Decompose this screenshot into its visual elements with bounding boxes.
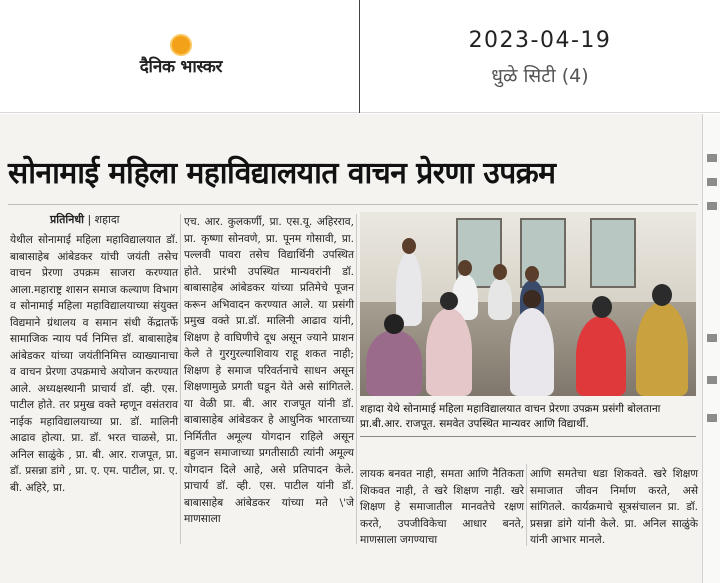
edition-label: धुळे सिटी (4) <box>491 65 589 87</box>
photo-person-head <box>592 296 612 318</box>
headline-rule <box>8 204 698 205</box>
column-divider <box>526 464 527 546</box>
caption-rule <box>360 436 696 437</box>
publication-date: 2023-04-19 <box>468 28 612 53</box>
photo-person-head <box>402 238 416 254</box>
article-column-4: आणि समतेचा धडा शिकवते. खरे शिक्षण समाजात जीवन निर्माण करते, असे सांगितले. कार्यक्रमाचे सूत्रसंचालन प्रा. डॉ. प्रसन्ना डांगे यांनी केले. प्रा. अनिल साळुंके यांनी आभार मानले. <box>530 468 698 546</box>
article-photo <box>360 212 696 396</box>
photo-person-guest <box>488 278 512 320</box>
photo-window <box>590 218 636 288</box>
byline-label: प्रतिनिधी <box>50 213 84 226</box>
newspaper-logo <box>116 36 246 82</box>
column-divider <box>356 214 357 544</box>
clipping-header <box>0 0 720 113</box>
photo-person-head <box>525 266 539 282</box>
photo-person-audience <box>576 316 626 396</box>
byline-separator: | <box>87 213 95 226</box>
sun-logo-icon <box>172 36 190 54</box>
logo-text: दैनिक भास्कर <box>139 57 223 77</box>
photo-caption: शहादा येथे सोनामाई महिला महाविद्यालयात वाचन प्रेरणा उपक्रम प्रसंगी बोलताना प्रा.बी.आर. राजपूत. समवेत उपस्थित मान्यवर आणि विद्यार्थी. <box>360 403 661 430</box>
byline <box>50 212 120 227</box>
newspaper-clipping <box>0 114 720 583</box>
photo-person-head <box>652 284 672 306</box>
header-divider <box>359 0 360 113</box>
column-divider <box>180 214 181 544</box>
photo-person-audience <box>510 308 554 396</box>
photo-person-audience <box>426 308 472 396</box>
photo-person-head <box>493 264 507 280</box>
article-column-3: लायक बनवत नाही, समता आणि नैतिकता शिकवत नाही, ते खरे शिक्षण नाही. खरे शिक्षण हे समाजातील मानवतेचे रक्षण करते, उपजीविकेचा आधार बनते, माणसाला जगण्याचा <box>360 468 524 546</box>
cropped-text-strip <box>0 128 130 138</box>
photo-person-head <box>523 290 541 308</box>
photo-person-head <box>384 314 404 334</box>
photo-person-head <box>440 292 458 310</box>
photo-person-audience <box>636 302 688 396</box>
article-headline: सोनामाई महिला महाविद्यालयात वाचन प्रेरणा उपक्रम <box>8 156 556 191</box>
article-column-1: येथील सोनामाई महिला महाविद्यालयात डॉ. बाबासाहेब आंबेडकर यांची जयंती तसेच वाचन प्रेरणा उपक्रम साजरा करण्यात आला.महाराष्ट्र शासन समाज कल्याण विभाग व सोनामाई महिला महाविद्यालयाच्या संयुक्त विद्यमाने ग्रंथालय व समान संधी केंद्रातर्फे सामाजिक न्याय पर्व निमित्त डॉ. बाबासाहेब आंबेडकर यांच्या जयंतीनिमित्त व्याख्यानाचा व वाचन प्रेरणा उपक्रमाचे अयोजन करण्यात आले. अध्यक्षस्थानी प्राचार्य डॉ. व्ही. एस. पाटील होते. तर प्रमुख वक्ते म्हणून वसंतराव नाईक महाविद्यालयाच्या प्रा. डॉ. मालिनी आढाव होत्या. प्रा. डॉ. भरत चाळसे, प्रा. अनिल साळुंके , प्रा. बी. आर. राजपूत, प्रा. डॉ. प्रसन्ना डांगे , प्रा. ए. एम. पाटील, प्रा. ए. बी. अहिरे, प्रा. <box>10 234 178 494</box>
byline-place: शहादा <box>94 213 120 226</box>
photo-person-head <box>458 260 472 276</box>
photo-person-audience <box>366 330 422 396</box>
adjacent-page-edge <box>702 114 720 583</box>
photo-person-speaker <box>396 252 422 326</box>
article-column-2: एच. आर. कुलकर्णी, प्रा. एस.यू. अहिरराव, प्रा. कृष्णा सोनवणे, प्रा. पूनम गोसावी, प्रा. पल्लवी पावरा तसेच विद्यार्थिनी उपस्थित होते. प्रारंभी उपस्थित मान्यवरांनी डॉ. बाबासाहेब आंबेडकर यांच्या प्रतिमेचे पूजन करून अभिवादन करण्यात आले. या प्रसंगी प्रमुख वक्ते प्रा.डॉ. मालिनी आढाव यांनी, शिक्षण हे वाघिणीचे दूध असून ज्याने प्राशन केले ते गुरगुरल्याशिवाय राहू शकत नाही; शिक्षण हे समाज परिवर्तनाचे साधन असून शिक्षणामुळे प्रगती घडून येते असे सांगितले. या वेळी प्रा. बी. आर राजपूत यांनी डॉ. बाबासाहेब आंबेडकर हे आधुनिक भारताच्या निर्मितीत अमूल्य योगदान राहिले असून बहुजन समाजाच्या प्रगतीसाठी त्यांनी अमूल्य योगदान दिले आहे, असे प्रतिपादन केले. प्राचार्य डॉ. व्ही. एस. पाटील यांनी डॉ. बाबासाहेब आंबेडकर यांच्या मते \'जे माणसाला <box>184 216 354 525</box>
